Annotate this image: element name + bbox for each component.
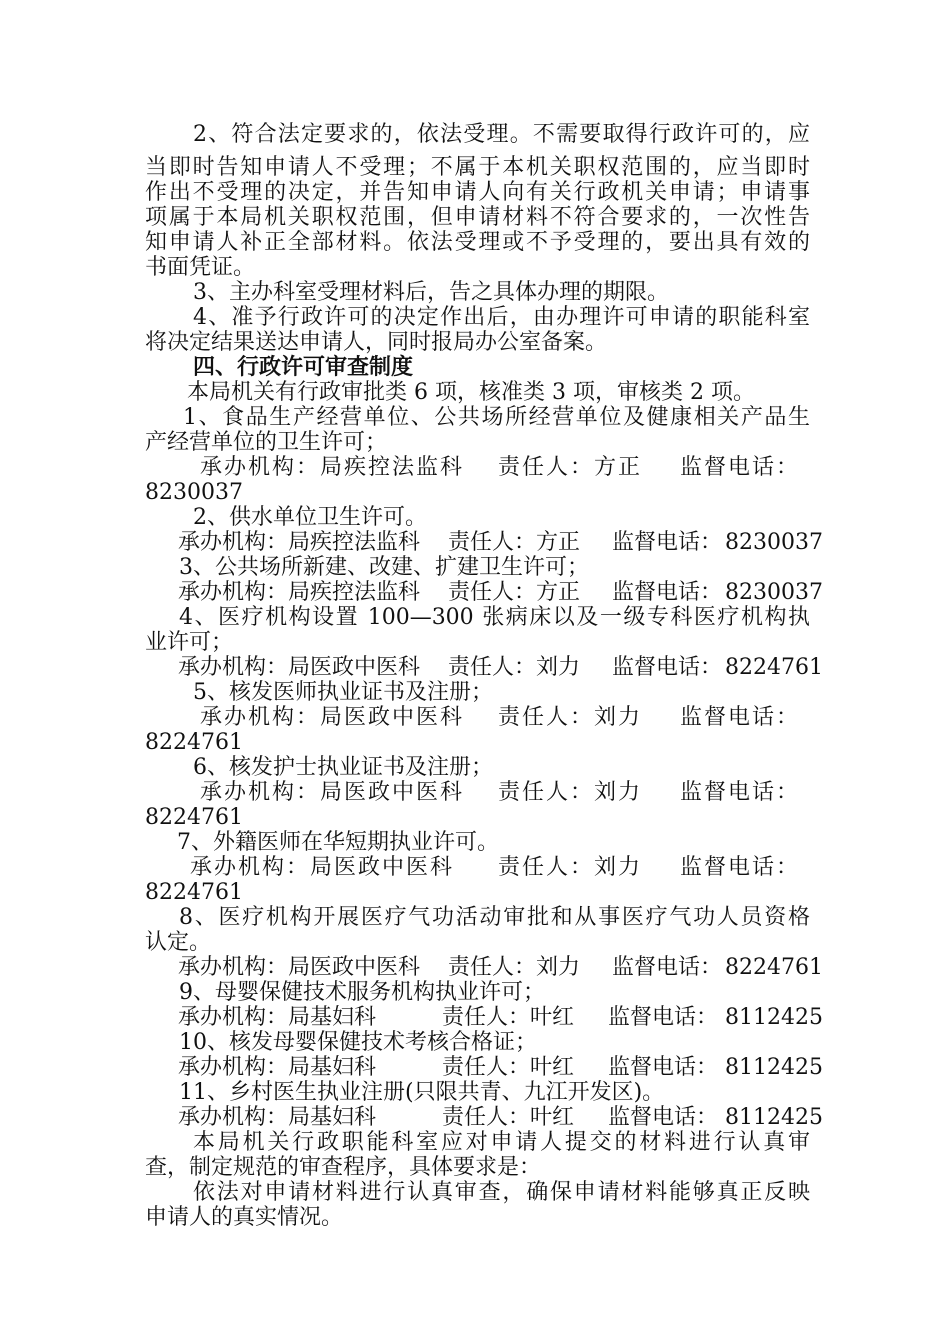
- agency: 承办机构：局医政中医科: [178, 955, 421, 980]
- phone-number: 8230037: [145, 480, 243, 505]
- phone-number: 8230037: [725, 530, 823, 555]
- agency: 承办机构：局医政中医科: [178, 655, 421, 680]
- item-title: 3、公共场所新建、改建、扩建卫生许可；: [179, 555, 589, 580]
- agency: 承办机构：局医政中医科: [200, 780, 465, 805]
- agency: 承办机构：局基妇科: [178, 1005, 377, 1030]
- paragraph-line: 依法对申请材料进行认真审查，确保申请材料能够真正反映: [193, 1180, 810, 1205]
- phone-label: 监督电话：: [612, 530, 723, 555]
- person: 责任人：叶红: [442, 1005, 575, 1030]
- phone-label: 监督电话：: [680, 455, 801, 480]
- paragraph-line: 项属于本局机关职权范围，但申请材料不符合要求的，一次性告: [145, 205, 810, 230]
- phone-label: 监督电话：: [608, 1005, 719, 1030]
- person: 责任人：刘力: [498, 705, 643, 730]
- paragraph-line: 作出不受理的决定，并告知申请人向有关行政机关申请；申请事: [145, 180, 810, 205]
- item-title: 业许可；: [145, 630, 234, 655]
- paragraph-line: 本局机关行政职能科室应对申请人提交的材料进行认真审: [193, 1130, 810, 1155]
- paragraph-line: 2、符合法定要求的，依法受理。不需要取得行政许可的，应: [193, 122, 810, 147]
- agency: 承办机构：局基妇科: [178, 1105, 377, 1130]
- person: 责任人：方正: [448, 530, 581, 555]
- phone-label: 监督电话：: [608, 1105, 719, 1130]
- phone-number: 8224761: [145, 805, 243, 830]
- phone-label: 监督电话：: [612, 580, 723, 605]
- person: 责任人：方正: [498, 455, 643, 480]
- section-heading: 四、行政许可审查制度: [193, 355, 414, 380]
- phone-number: 8230037: [725, 580, 823, 605]
- phone-number: 8224761: [145, 730, 243, 755]
- paragraph-line: 当即时告知申请人不受理；不属于本机关职权范围的，应当即时: [145, 155, 810, 180]
- person: 责任人：刘力: [448, 655, 581, 680]
- paragraph-line: 知申请人补正全部材料。依法受理或不予受理的，要出具有效的: [145, 230, 810, 255]
- item-title: 5、核发医师执业证书及注册；: [193, 680, 493, 705]
- agency: 承办机构：局疾控法监科: [200, 455, 465, 480]
- phone-label: 监督电话：: [608, 1055, 719, 1080]
- person: 责任人：叶红: [442, 1105, 575, 1130]
- agency: 承办机构：局疾控法监科: [178, 580, 421, 605]
- paragraph-line: 申请人的真实情况。: [145, 1205, 344, 1230]
- item-title: 1、食品生产经营单位、公共场所经营单位及健康相关产品生: [183, 405, 810, 430]
- phone-number: 8224761: [725, 655, 823, 680]
- person: 责任人：刘力: [498, 855, 643, 880]
- paragraph-line: 书面凭证。: [145, 255, 256, 280]
- person: 责任人：刘力: [498, 780, 643, 805]
- phone-number: 8112425: [725, 1005, 823, 1030]
- person: 责任人：刘力: [448, 955, 581, 980]
- paragraph-line: 4、准予行政许可的决定作出后，由办理许可申请的职能科室: [193, 305, 810, 330]
- phone-number: 8224761: [725, 955, 823, 980]
- item-title: 产经营单位的卫生许可；: [145, 430, 388, 455]
- person: 责任人：叶红: [442, 1055, 575, 1080]
- phone-number: 8112425: [725, 1055, 823, 1080]
- item-title: 6、核发护士执业证书及注册；: [193, 755, 493, 780]
- agency: 承办机构：局医政中医科: [200, 705, 465, 730]
- agency: 承办机构：局医政中医科: [190, 855, 455, 880]
- agency: 承办机构：局疾控法监科: [178, 530, 421, 555]
- item-title: 2、供水单位卫生许可。: [193, 505, 427, 530]
- section-summary: 本局机关有行政审批类 6 项，核准类 3 项，审核类 2 项。: [187, 380, 755, 405]
- phone-label: 监督电话：: [680, 705, 801, 730]
- phone-label: 监督电话：: [612, 655, 723, 680]
- phone-label: 监督电话：: [680, 855, 801, 880]
- paragraph-line: 查，制定规范的审查程序，具体要求是：: [145, 1155, 542, 1180]
- item-title: 7、外籍医师在华短期执业许可。: [177, 830, 499, 855]
- phone-label: 监督电话：: [680, 780, 801, 805]
- item-title: 8、医疗机构开展医疗气功活动审批和从事医疗气功人员资格: [179, 905, 810, 930]
- item-title: 4、医疗机构设置 100—300 张病床以及一级专科医疗机构执: [179, 605, 810, 630]
- item-title: 9、母婴保健技术服务机构执业许可；: [179, 980, 545, 1005]
- phone-number: 8112425: [725, 1105, 823, 1130]
- item-title: 10、核发母婴保健技术考核合格证；: [179, 1030, 537, 1055]
- person: 责任人：方正: [448, 580, 581, 605]
- phone-number: 8224761: [145, 880, 243, 905]
- item-title: 认定。: [145, 930, 212, 955]
- paragraph-line: 3、主办科室受理材料后，告之具体办理的期限。: [193, 280, 669, 305]
- item-title: 11、乡村医生执业注册(只限共青、九江开发区)。: [179, 1080, 665, 1105]
- paragraph-line: 将决定结果送达申请人，同时报局办公室备案。: [145, 330, 608, 355]
- agency: 承办机构：局基妇科: [178, 1055, 377, 1080]
- phone-label: 监督电话：: [612, 955, 723, 980]
